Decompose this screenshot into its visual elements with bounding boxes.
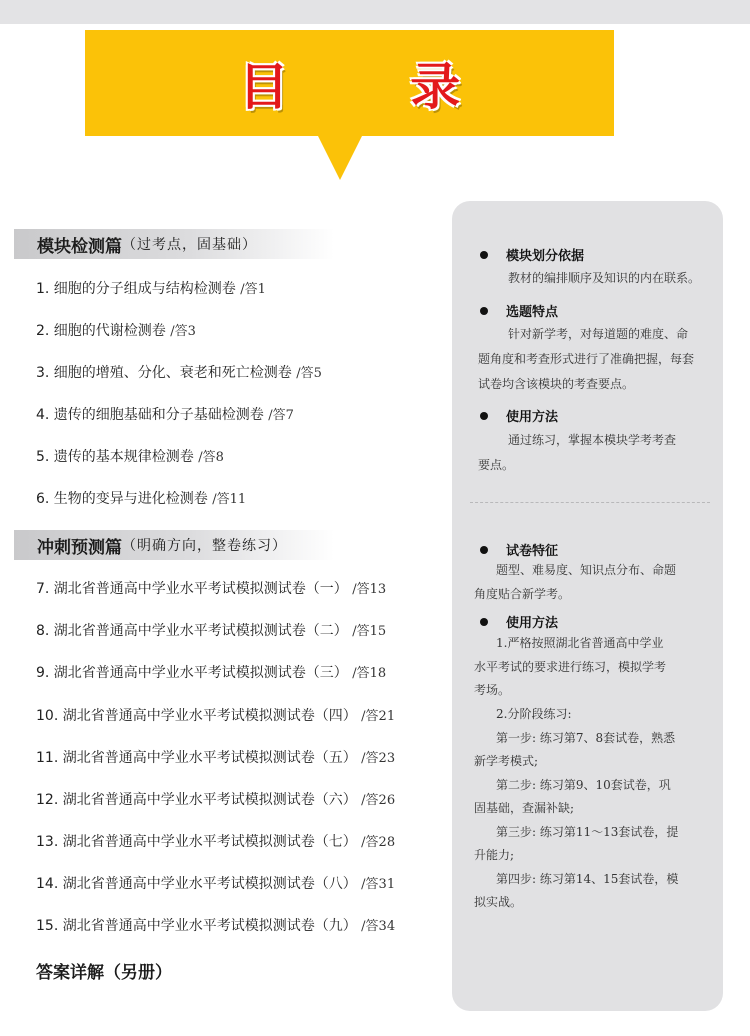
toc-item[interactable] (36, 874, 395, 895)
toc-item-label: 15. 湖北省普通高中学业水平考试模拟测试卷（九） (36, 918, 357, 934)
toc-item-label: 4. 遗传的细胞基础和分子基础检测卷 (36, 407, 264, 423)
panel-heading: 使用方法 (480, 406, 558, 425)
toc-item-answer: /答8 (198, 450, 224, 465)
panel-text: 针对新学考，对每道题的难度、命 (508, 327, 689, 341)
panel-text: 题型、难易度、知识点分布、命题 (496, 563, 677, 577)
panel-text: 新学考模式; (474, 754, 539, 768)
panel-text: 第四步: 练习第14、15套试卷，模 (496, 872, 679, 886)
panel-text: 升能力; (474, 848, 515, 862)
toc-item[interactable] (36, 916, 395, 937)
panel-text: 第二步: 练习第9、10套试卷，巩 (496, 778, 671, 792)
toc-item[interactable] (36, 447, 224, 468)
toc-item[interactable] (36, 790, 395, 811)
toc-item[interactable] (36, 748, 395, 769)
toc-item-answer: /答26 (361, 793, 396, 808)
section-header-sprint (14, 530, 334, 560)
panel-text: 固基础，查漏补缺; (474, 801, 575, 815)
toc-item[interactable] (36, 489, 246, 510)
toc-item-answer: /答34 (361, 919, 396, 934)
toc-item[interactable] (36, 279, 266, 300)
panel-heading: 选题特点 (480, 301, 558, 320)
toc-item[interactable] (36, 706, 395, 727)
toc-item[interactable] (36, 579, 386, 600)
section-subtitle: （明确方向，整卷练习） (122, 538, 287, 554)
toc-item-answer: /答7 (268, 408, 294, 423)
toc-item-label: 11. 湖北省普通高中学业水平考试模拟测试卷（五） (36, 750, 357, 766)
panel-text: 教材的编排顺序及知识的内在联系。 (508, 271, 701, 285)
panel-text: 1.严格按照湖北省普通高中学业 (496, 636, 664, 650)
section-name: 模块检测篇 (37, 236, 122, 257)
info-panel (452, 201, 723, 1011)
banner-pointer (318, 136, 362, 180)
toc-item-label: 14. 湖北省普通高中学业水平考试模拟测试卷（八） (36, 876, 357, 892)
panel-text: 水平考试的要求进行练习，模拟学考 (474, 660, 667, 674)
panel-text: 第三步: 练习第11～13套试卷，提 (496, 825, 679, 839)
toc-item-answer: /答13 (352, 582, 387, 597)
title-banner (85, 30, 614, 136)
toc-item-answer: /答11 (212, 492, 247, 507)
toc-item-answer: /答28 (361, 835, 396, 850)
toc-item-answer: /答21 (361, 709, 396, 724)
panel-text: 试卷均含该模块的考查要点。 (478, 377, 635, 391)
toc-item-label: 2. 细胞的代谢检测卷 (36, 323, 166, 339)
toc-item-answer: /答5 (296, 366, 322, 381)
panel-text: 要点。 (478, 458, 515, 472)
toc-item-label: 8. 湖北省普通高中学业水平考试模拟测试卷（二） (36, 623, 348, 639)
toc-item-label: 9. 湖北省普通高中学业水平考试模拟测试卷（三） (36, 665, 348, 681)
toc-item[interactable] (36, 405, 294, 426)
toc-item[interactable] (36, 621, 386, 642)
toc-item[interactable] (36, 321, 196, 342)
page-title: 目 录 (238, 58, 513, 116)
panel-text: 2.分阶段练习: (496, 707, 572, 721)
answer-section-title: 答案详解（另册） (36, 963, 172, 983)
bullet-icon (480, 546, 488, 554)
bullet-icon (480, 618, 488, 626)
toc-item-label: 6. 生物的变异与进化检测卷 (36, 491, 208, 507)
panel-divider (470, 502, 710, 503)
section-subtitle: （过考点，固基础） (122, 237, 257, 253)
toc-item-label: 5. 遗传的基本规律检测卷 (36, 449, 194, 465)
toc-item-label: 1. 细胞的分子组成与结构检测卷 (36, 281, 236, 297)
section-name: 冲刺预测篇 (37, 537, 122, 558)
toc-item[interactable] (36, 832, 395, 853)
toc-item-answer: /答18 (352, 666, 387, 681)
toc-item[interactable] (36, 663, 386, 684)
toc-item-answer: /答31 (361, 877, 396, 892)
toc-item-answer: /答3 (170, 324, 196, 339)
panel-text: 第一步: 练习第7、8套试卷，熟悉 (496, 731, 676, 745)
panel-heading: 模块划分依据 (480, 245, 584, 264)
panel-text: 题角度和考查形式进行了准确把握，每套 (478, 352, 695, 366)
toc-item-answer: /答1 (240, 282, 266, 297)
toc-item-answer: /答23 (361, 751, 396, 766)
top-band (0, 0, 750, 24)
panel-heading: 使用方法 (480, 612, 558, 631)
toc-item-label: 12. 湖北省普通高中学业水平考试模拟测试卷（六） (36, 792, 357, 808)
toc-item[interactable] (36, 363, 322, 384)
bullet-icon (480, 412, 488, 420)
toc-item-label: 3. 细胞的增殖、分化、衰老和死亡检测卷 (36, 365, 292, 381)
toc-item-label: 10. 湖北省普通高中学业水平考试模拟测试卷（四） (36, 708, 357, 724)
panel-heading: 试卷特征 (480, 540, 558, 559)
panel-text: 拟实战。 (474, 895, 523, 909)
toc-item-label: 7. 湖北省普通高中学业水平考试模拟测试卷（一） (36, 581, 348, 597)
bullet-icon (480, 307, 488, 315)
toc-item-label: 13. 湖北省普通高中学业水平考试模拟测试卷（七） (36, 834, 357, 850)
toc-item-answer: /答15 (352, 624, 387, 639)
bullet-icon (480, 251, 488, 259)
panel-text: 角度贴合新学考。 (474, 587, 571, 601)
section-header-module (14, 229, 334, 259)
panel-text: 通过练习，掌握本模块学考考查 (508, 433, 677, 447)
panel-text: 考场。 (474, 683, 511, 697)
